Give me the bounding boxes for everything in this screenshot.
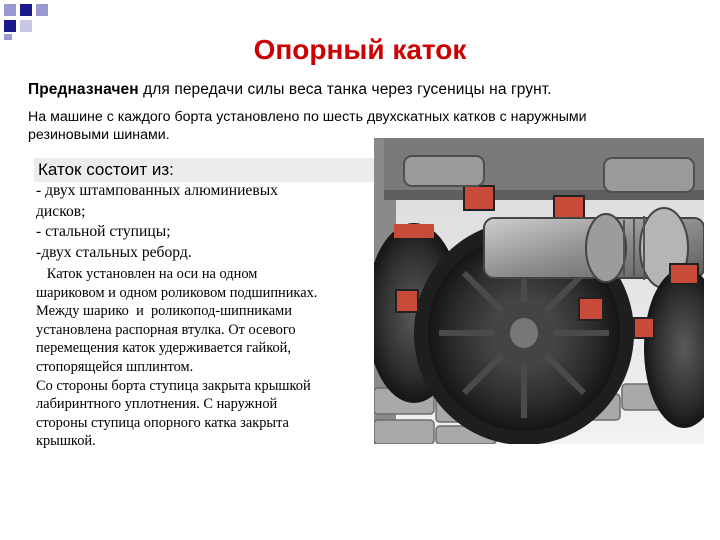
description-line: установлена распорная втулка. От осевого [36,321,296,338]
road-wheel-drawing [374,138,704,444]
description-line: Между шарико и роликопод-шипниками [36,303,292,320]
composition-heading: Каток состоит из: [38,160,174,179]
intro-text [28,80,708,100]
intro-bold: Предназначен [28,81,139,98]
description-line: Со стороны борта ступица закрыта крышкой [36,377,311,394]
description-line: лабиринтного уплотнения. С наружной [36,396,278,413]
description-line: шариковом и одном роликовом подшипниках. [36,284,318,301]
composition-list [36,181,366,263]
description-line: Каток установлен на оси на одном [36,266,258,282]
description-line: стороны ступица опорного катка закрыта [36,414,289,431]
description-line: крышкой. [36,433,96,450]
list-item: - двух штампованных алюминиевых [36,182,278,199]
description-line: перемещения каток удерживается гайкой, [36,340,291,357]
intro-rest: для передачи силы веса танка через гусеницы на грунт. [138,81,552,98]
list-item: дисков; [36,202,86,220]
slide-title: Опорный каток [253,34,467,65]
detail-line: На машине с каждого борта установлено по шесть двухскатных катков с наружными [28,109,587,125]
list-item: -двух стальных реборд. [36,243,192,261]
detail-line: резиновыми шинами. [28,127,170,143]
description-line: стопорящейся шплинтом. [36,358,194,375]
list-item: - стальной ступицы; [36,223,171,240]
road-wheel-illustration [374,138,704,444]
description-paragraph [36,265,368,451]
